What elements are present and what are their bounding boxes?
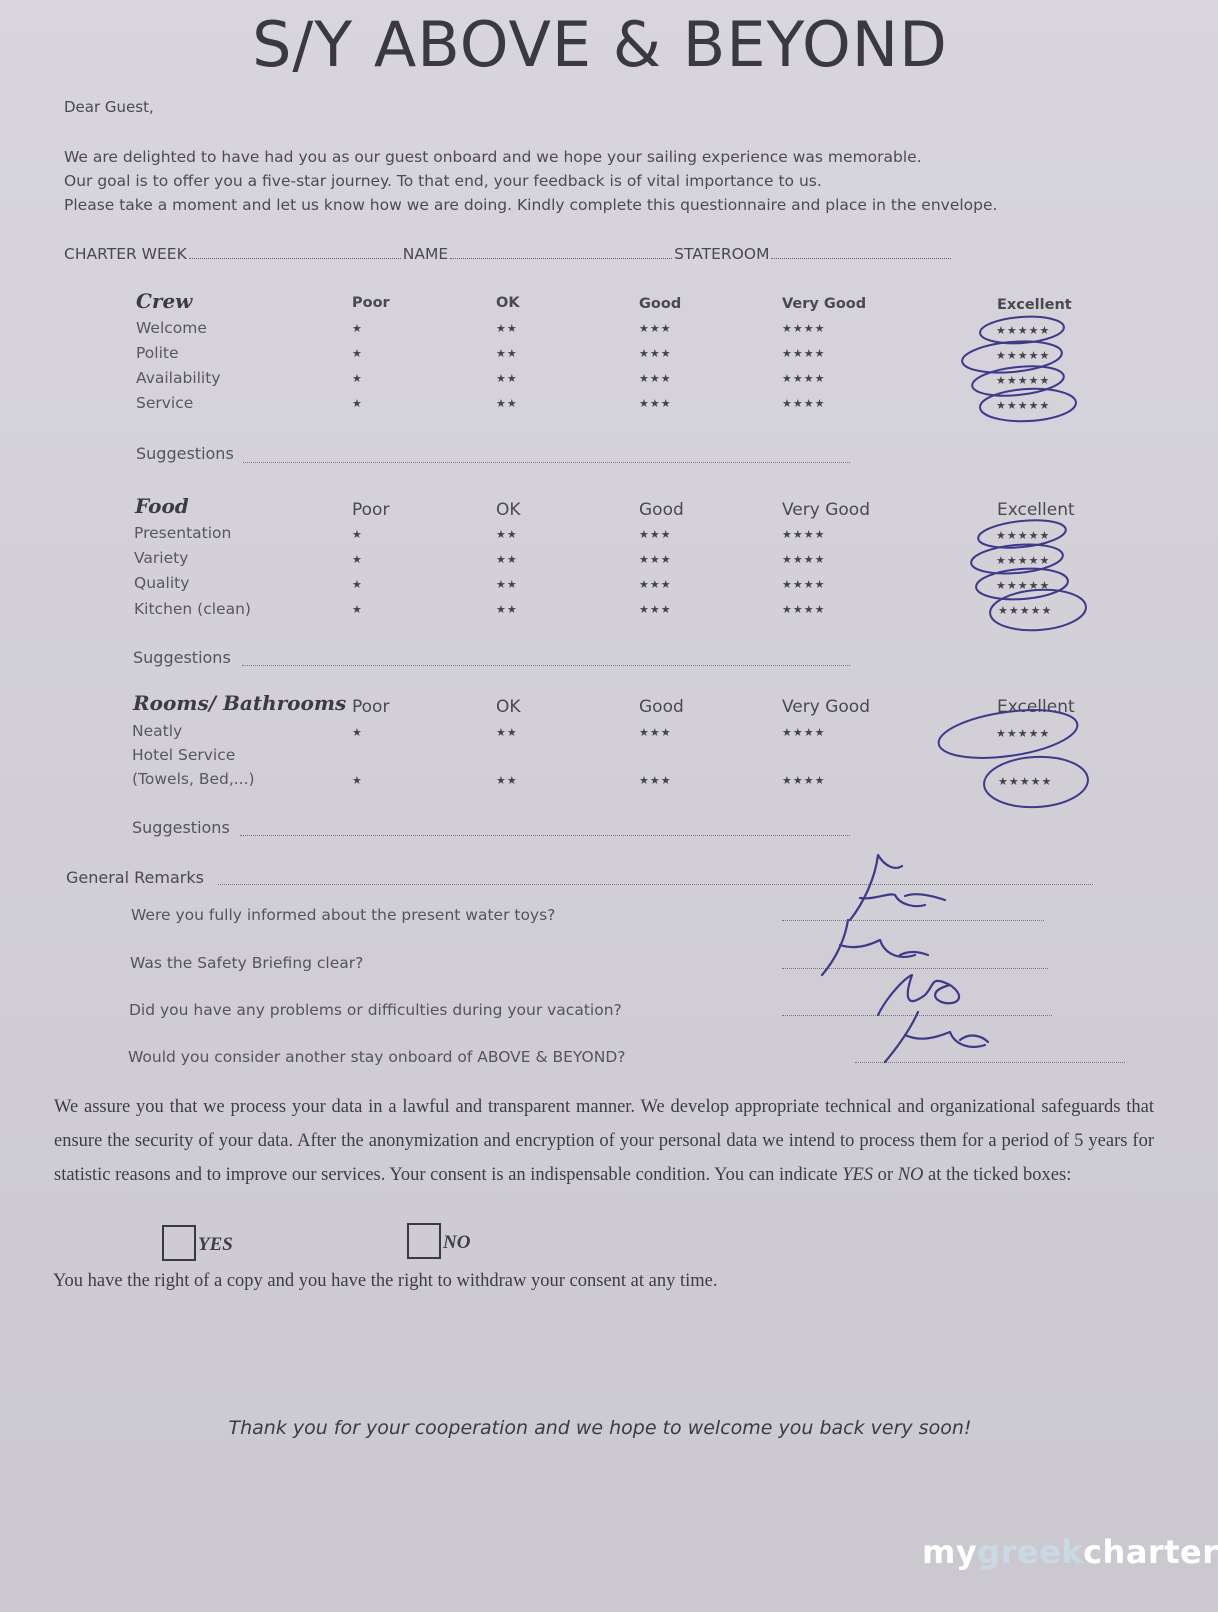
watermark-part-1: my bbox=[922, 1533, 978, 1571]
food-title: Food bbox=[135, 494, 189, 518]
intro-line-2: Our goal is to offer you a five-star journey. To that end, your feedback is of vital importance to us. bbox=[64, 172, 822, 190]
consent-or-word: or bbox=[877, 1165, 894, 1185]
document-title: S/Y ABOVE & BEYOND bbox=[252, 8, 948, 81]
charter-week-field[interactable] bbox=[189, 257, 401, 259]
rating-option-3[interactable]: ★★★ bbox=[639, 603, 672, 616]
consent-yes-checkbox[interactable] bbox=[162, 1225, 196, 1261]
consent-tail: at the ticked boxes: bbox=[928, 1165, 1072, 1185]
rooms-suggestions-label: Suggestions bbox=[132, 818, 230, 837]
rating-option-4[interactable]: ★★★★ bbox=[782, 397, 826, 410]
consent-yes-word: YES bbox=[842, 1165, 874, 1185]
rooms-item-towels-bed: (Towels, Bed,...) bbox=[132, 770, 255, 788]
rating-option-4[interactable]: ★★★★ bbox=[782, 603, 826, 616]
answer-field-another-stay[interactable] bbox=[855, 1061, 1125, 1063]
rating-option-3[interactable]: ★★★ bbox=[639, 528, 672, 541]
crew-col-ok: OK bbox=[496, 295, 520, 311]
food-col-excellent: Excellent bbox=[997, 500, 1075, 520]
rating-option-3[interactable]: ★★★ bbox=[639, 553, 672, 566]
rating-option-2[interactable]: ★★ bbox=[496, 603, 518, 616]
food-col-ok: OK bbox=[496, 500, 521, 520]
handwritten-answer bbox=[850, 855, 945, 920]
rating-option-2[interactable]: ★★ bbox=[496, 347, 518, 360]
rating-option-4[interactable]: ★★★★ bbox=[782, 322, 826, 335]
intro-line-1: We are delighted to have had you as our guest onboard and we hope your sailing experience was memorable. bbox=[64, 148, 922, 166]
rating-option-5[interactable]: ★★★★★ bbox=[996, 374, 1051, 387]
crew-item-availability: Availability bbox=[136, 369, 221, 387]
thank-you-note: Thank you for your cooperation and we hope to welcome you back very soon! bbox=[228, 1417, 972, 1439]
consent-no-checkbox[interactable] bbox=[407, 1223, 441, 1259]
watermark-part-3: charter bbox=[1083, 1533, 1218, 1571]
consent-yes-label: YES bbox=[198, 1234, 233, 1255]
crew-item-welcome: Welcome bbox=[136, 319, 207, 337]
rating-option-3[interactable]: ★★★ bbox=[639, 774, 672, 787]
rooms-col-very-good: Very Good bbox=[782, 697, 870, 717]
rooms-item-neatly: Neatly bbox=[132, 722, 183, 740]
rating-option-2[interactable]: ★★ bbox=[496, 372, 518, 385]
watermark-logo bbox=[922, 1533, 1218, 1571]
rating-option-2[interactable]: ★★ bbox=[496, 322, 518, 335]
rating-option-1[interactable]: ★ bbox=[352, 528, 363, 541]
stateroom-label: STATEROOM bbox=[674, 245, 770, 263]
general-remarks-label: General Remarks bbox=[66, 868, 204, 887]
rating-option-2[interactable]: ★★ bbox=[496, 774, 518, 787]
food-item-variety: Variety bbox=[134, 549, 189, 567]
rating-option-3[interactable]: ★★★ bbox=[639, 578, 672, 591]
rating-option-2[interactable]: ★★ bbox=[496, 528, 518, 541]
rating-option-2[interactable]: ★★ bbox=[496, 397, 518, 410]
rating-option-4[interactable]: ★★★★ bbox=[782, 726, 826, 739]
rating-option-5[interactable]: ★★★★★ bbox=[996, 727, 1051, 740]
rating-option-5[interactable]: ★★★★★ bbox=[996, 349, 1051, 362]
crew-item-polite: Polite bbox=[136, 344, 179, 362]
answer-field-water-toys[interactable] bbox=[782, 919, 1044, 921]
data-consent-text: We assure you that we process your data in a lawful and transparent manner. We develop appropriate technical and organizational safeguards that ensure the security of your data. After the anonymization and encryption of your personal data we intend to process them for a period of 5 years for statistic reasons and to improve our services. Your consent is an indispensable condition. You can indicate bbox=[54, 1097, 1154, 1185]
rating-option-5[interactable]: ★★★★★ bbox=[996, 579, 1051, 592]
rating-option-5[interactable]: ★★★★★ bbox=[998, 775, 1053, 788]
rating-option-4[interactable]: ★★★★ bbox=[782, 774, 826, 787]
food-item-kitchen: Kitchen (clean) bbox=[134, 600, 251, 618]
guest-info-fields bbox=[64, 245, 964, 263]
food-col-very-good: Very Good bbox=[782, 500, 870, 520]
consent-rights-text: You have the right of a copy and you have the right to withdraw your consent at any time. bbox=[53, 1271, 718, 1291]
rating-option-5[interactable]: ★★★★★ bbox=[996, 399, 1051, 412]
consent-no-word: NO bbox=[897, 1165, 924, 1185]
rating-option-3[interactable]: ★★★ bbox=[639, 372, 672, 385]
rating-option-2[interactable]: ★★ bbox=[496, 726, 518, 739]
rooms-item-hotel-service: Hotel Service bbox=[132, 746, 236, 764]
rating-option-2[interactable]: ★★ bbox=[496, 578, 518, 591]
rooms-col-excellent: Excellent bbox=[997, 697, 1075, 717]
rating-option-1[interactable]: ★ bbox=[352, 553, 363, 566]
general-remarks-field[interactable] bbox=[218, 883, 1093, 885]
rating-option-3[interactable]: ★★★ bbox=[639, 322, 672, 335]
question-problems: Did you have any problems or difficulties during your vacation? bbox=[129, 1001, 622, 1019]
rating-option-1[interactable]: ★ bbox=[352, 322, 363, 335]
rooms-col-poor: Poor bbox=[352, 697, 390, 717]
crew-item-service: Service bbox=[136, 394, 194, 412]
rating-option-4[interactable]: ★★★★ bbox=[782, 553, 826, 566]
rating-option-3[interactable]: ★★★ bbox=[639, 397, 672, 410]
crew-col-excellent: Excellent bbox=[997, 297, 1072, 313]
rating-option-1[interactable]: ★ bbox=[352, 774, 363, 787]
rooms-suggestions-field[interactable] bbox=[240, 834, 850, 836]
rating-option-1[interactable]: ★ bbox=[352, 578, 363, 591]
crew-col-very-good: Very Good bbox=[782, 296, 867, 312]
name-field[interactable] bbox=[450, 257, 672, 259]
data-consent-paragraph bbox=[54, 1090, 1154, 1192]
stateroom-field[interactable] bbox=[771, 257, 951, 259]
crew-suggestions-label: Suggestions bbox=[136, 444, 234, 463]
handwritten-answer bbox=[885, 1012, 988, 1062]
answer-field-problems[interactable] bbox=[782, 1014, 1052, 1016]
rating-option-3[interactable]: ★★★ bbox=[639, 726, 672, 739]
handwritten-answer bbox=[878, 975, 959, 1015]
rooms-col-good: Good bbox=[639, 697, 684, 717]
food-suggestions-label: Suggestions bbox=[133, 648, 231, 667]
name-label: NAME bbox=[402, 245, 449, 263]
crew-suggestions-field[interactable] bbox=[243, 461, 850, 463]
rating-option-5[interactable]: ★★★★★ bbox=[996, 529, 1051, 542]
rating-option-4[interactable]: ★★★★ bbox=[782, 528, 826, 541]
rating-option-1[interactable]: ★ bbox=[352, 372, 363, 385]
food-item-quality: Quality bbox=[134, 574, 190, 592]
charter-week-label: CHARTER WEEK bbox=[64, 245, 187, 263]
rating-option-2[interactable]: ★★ bbox=[496, 553, 518, 566]
food-item-presentation: Presentation bbox=[134, 524, 232, 542]
rating-option-4[interactable]: ★★★★ bbox=[782, 372, 826, 385]
rooms-title: Rooms/ Bathrooms bbox=[133, 691, 347, 715]
food-suggestions-field[interactable] bbox=[242, 664, 850, 666]
answer-field-safety-briefing[interactable] bbox=[782, 967, 1048, 969]
food-col-good: Good bbox=[639, 500, 684, 520]
rating-option-3[interactable]: ★★★ bbox=[639, 347, 672, 360]
crew-col-good: Good bbox=[639, 296, 682, 312]
rating-option-1[interactable]: ★ bbox=[352, 347, 363, 360]
rating-option-5[interactable]: ★★★★★ bbox=[998, 604, 1053, 617]
rating-option-1[interactable]: ★ bbox=[352, 726, 363, 739]
rating-option-4[interactable]: ★★★★ bbox=[782, 347, 826, 360]
salutation: Dear Guest, bbox=[64, 98, 154, 116]
rating-option-1[interactable]: ★ bbox=[352, 397, 363, 410]
question-water-toys: Were you fully informed about the present water toys? bbox=[131, 906, 556, 924]
rating-option-1[interactable]: ★ bbox=[352, 603, 363, 616]
crew-title: Crew bbox=[136, 289, 193, 313]
question-safety-briefing: Was the Safety Briefing clear? bbox=[130, 954, 364, 972]
watermark-part-2: greek bbox=[977, 1533, 1084, 1571]
consent-no-label: NO bbox=[443, 1232, 471, 1253]
rating-option-5[interactable]: ★★★★★ bbox=[996, 554, 1051, 567]
rooms-col-ok: OK bbox=[496, 697, 521, 717]
rating-option-5[interactable]: ★★★★★ bbox=[996, 324, 1051, 337]
food-col-poor: Poor bbox=[352, 500, 390, 520]
intro-line-3: Please take a moment and let us know how we are doing. Kindly complete this questionnaire and place in the envelope. bbox=[64, 196, 998, 214]
rating-option-4[interactable]: ★★★★ bbox=[782, 578, 826, 591]
question-another-stay: Would you consider another stay onboard of ABOVE & BEYOND? bbox=[128, 1048, 626, 1066]
crew-col-poor: Poor bbox=[352, 295, 390, 311]
